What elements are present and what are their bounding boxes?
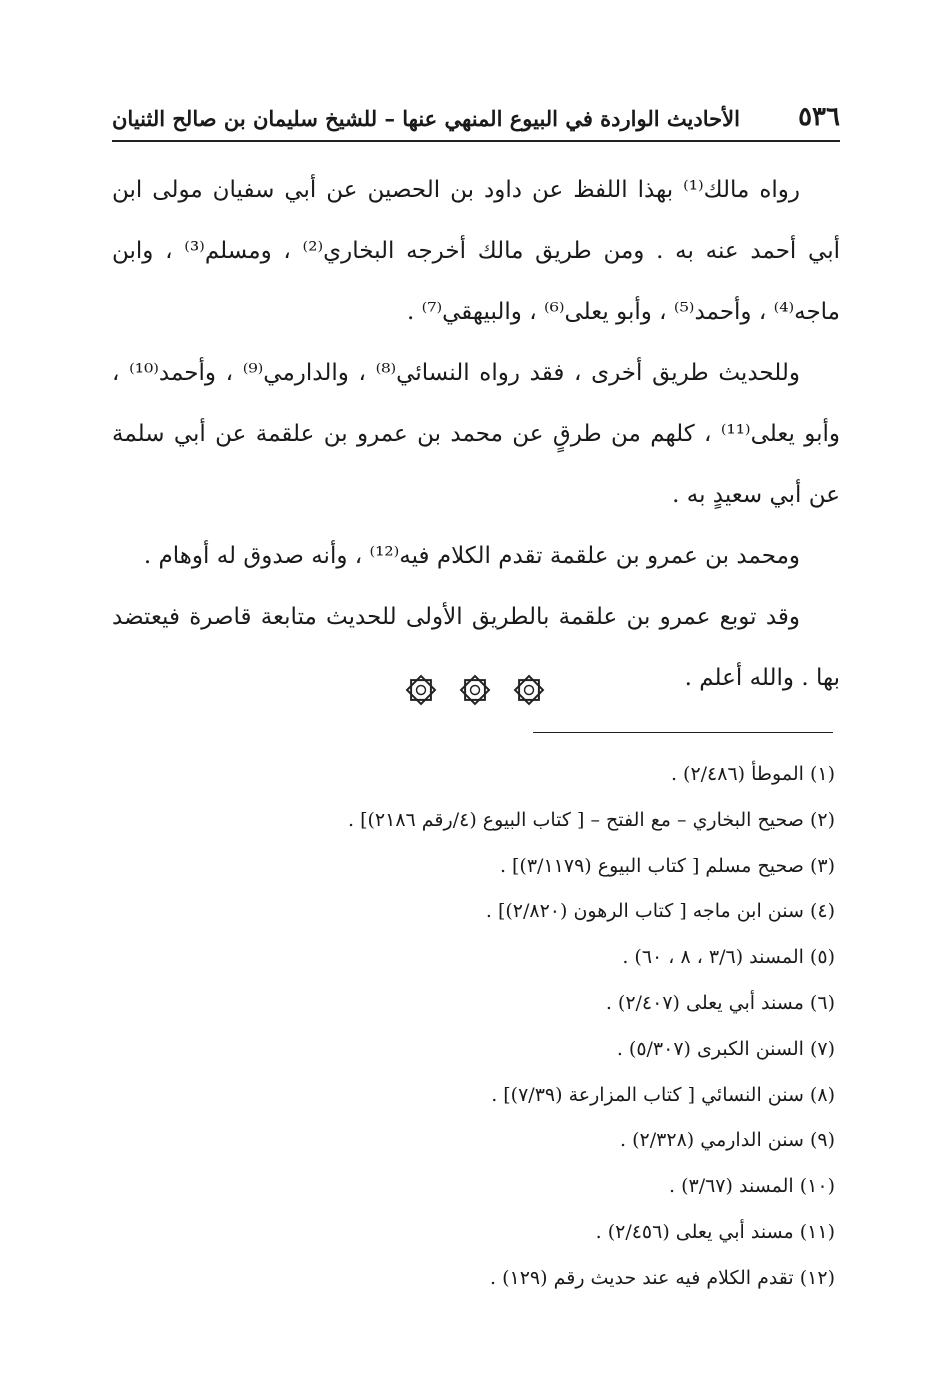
footnote-4: (٤) سنن ابن ماجه [ كتاب الرهون (٢/٨٢٠)] .	[485, 900, 835, 923]
page-number: ٥٣٦	[798, 102, 840, 132]
main-text	[112, 160, 840, 709]
footnote-1: (١) الموطأ (٢/٤٨٦) .	[670, 763, 835, 785]
footnote-3: (٣) صحيح مسلم [ كتاب البيوع (٣/١١٧٩)] .	[499, 854, 835, 877]
footnote-5: (٥) المسند (٣/٦ ، ٨ ، ٦٠) .	[622, 946, 835, 969]
running-title: الأحاديث الواردة في البيوع المنهي عنها – للشيخ سليمان بن صالح الثنيان	[112, 106, 740, 131]
eight-point-star-icon	[457, 672, 493, 708]
footnote-divider	[533, 732, 833, 733]
footnotes-list	[112, 752, 835, 1302]
footnote-2: (٢) صحيح البخاري – مع الفتح – [ كتاب البيوع (٤/رقم ٢١٨٦)] .	[348, 808, 835, 831]
footnote-9: (٩) سنن الدارمي (٢/٣٢٨) .	[620, 1129, 835, 1152]
section-separator	[0, 665, 950, 715]
footnote-7: (٧) السنن الكبرى (٥/٣٠٧) .	[616, 1037, 835, 1060]
paragraph-3: ومحمد بن عمرو بن علقمة تقدم الكلام فيه⁽¹²⁾ ، وأنه صدوق له أوهام .	[143, 543, 800, 569]
eight-point-star-icon	[511, 672, 547, 708]
eight-point-star-icon	[403, 672, 439, 708]
page-header	[112, 100, 840, 142]
paragraph-2: وللحديث طريق أخرى ، فقد رواه النسائي⁽⁸⁾ ، والدارمي⁽⁹⁾ ، وأحمد⁽¹⁰⁾ ، وأبو يعلى⁽¹¹⁾ ، كلهم من طرقٍ عن محمد بن عمرو بن علقمة عن أبي سلمة عن أبي سعيدٍ به .	[112, 360, 840, 508]
footnote-12: (١٢) تقدم الكلام فيه عند حديث رقم (١٢٩) .	[490, 1266, 835, 1289]
paragraph-4: وقد توبع عمرو بن علقمة بالطريق الأولى للحديث متابعة قاصرة فيعتضد بها . والله أعلم .	[112, 604, 840, 691]
paragraph-1: رواه مالك⁽¹⁾ بهذا اللفظ عن داود بن الحصين عن أبي سفيان مولى ابن أبي أحمد عنه به . ومن طريق مالك أخرجه البخاري⁽²⁾ ، ومسلم⁽³⁾ ، وابن ماجه⁽⁴⁾ ، وأحمد⁽⁵⁾ ، وأبو يعلى⁽⁶⁾ ، والبيهقي⁽⁷⁾ .	[112, 177, 840, 325]
footnote-10: (١٠) المسند (٣/٦٧) .	[669, 1175, 835, 1198]
footnote-11: (١١) مسند أبي يعلى (٢/٤٥٦) .	[595, 1220, 835, 1243]
footnote-6: (٦) مسند أبي يعلى (٢/٤٠٧) .	[605, 991, 835, 1014]
footnote-8: (٨) سنن النسائي [ كتاب المزارعة (٧/٣٩)] .	[491, 1083, 835, 1106]
